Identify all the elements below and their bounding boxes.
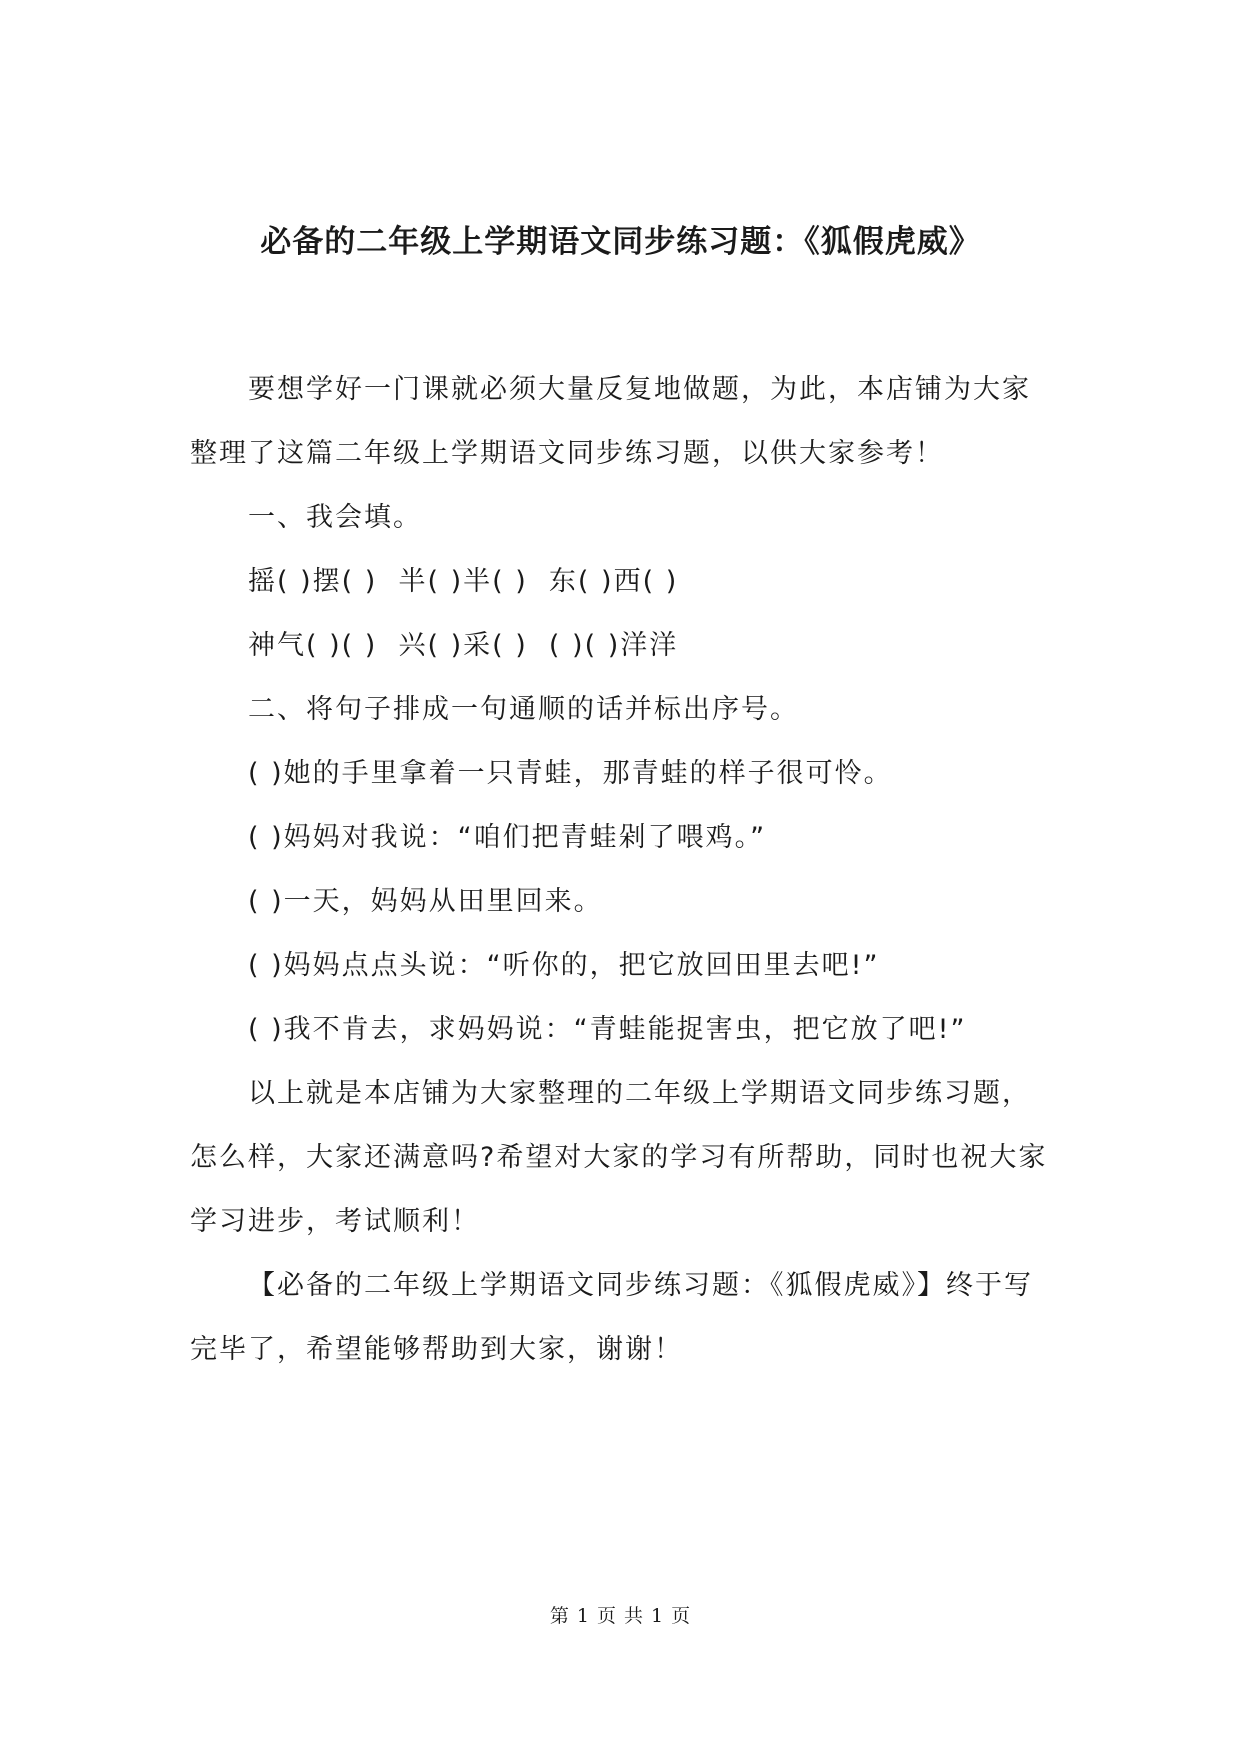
page-footer: 第 1 页 共 1 页 (549, 1605, 692, 1627)
section-heading-1: 一、我会填。 (248, 502, 422, 533)
section-heading-2: 二、将句子排成一句通顺的话并标出序号。 (248, 694, 799, 725)
closing-paragraph: 以上就是本店铺为大家整理的二年级上学期语文同步练习题，怎么样，大家还满意吗?希望对大家的学习有所帮助，同时也祝大家学习进步，考试顺利！ (190, 1078, 1048, 1237)
sentence-item: ( )她的手里拿着一只青蛙，那青蛙的样子很可怜。 (248, 758, 893, 789)
fill-in-line-2: 神气( )( ) 兴( )采( ) ( )( )洋洋 (248, 630, 679, 661)
fill-in-line-1: 摇( )摆( ) 半( )半( ) 东( )西( ) (248, 566, 679, 597)
intro-paragraph: 要想学好一门课就必须大量反复地做题，为此，本店铺为大家整理了这篇二年级上学期语文同步练习题，以供大家参考！ (190, 374, 1031, 469)
sentence-item: ( )妈妈对我说：“咱们把青蛙剁了喂鸡。” (248, 822, 767, 853)
final-note-paragraph: 【必备的二年级上学期语文同步练习题：《狐假虎威》】终于写完毕了，希望能够帮助到大家，谢谢！ (190, 1270, 1033, 1365)
document-title: 必备的二年级上学期语文同步练习题：《狐假虎威》 (260, 224, 981, 260)
document-body (190, 358, 1050, 1382)
sentence-item: ( )我不肯去，求妈妈说：“青蛙能捉害虫，把它放了吧!” (248, 1014, 967, 1045)
sentence-item: ( )一天，妈妈从田里回来。 (248, 886, 603, 917)
sentence-item: ( )妈妈点点头说：“听你的，把它放回田里去吧!” (248, 950, 880, 981)
